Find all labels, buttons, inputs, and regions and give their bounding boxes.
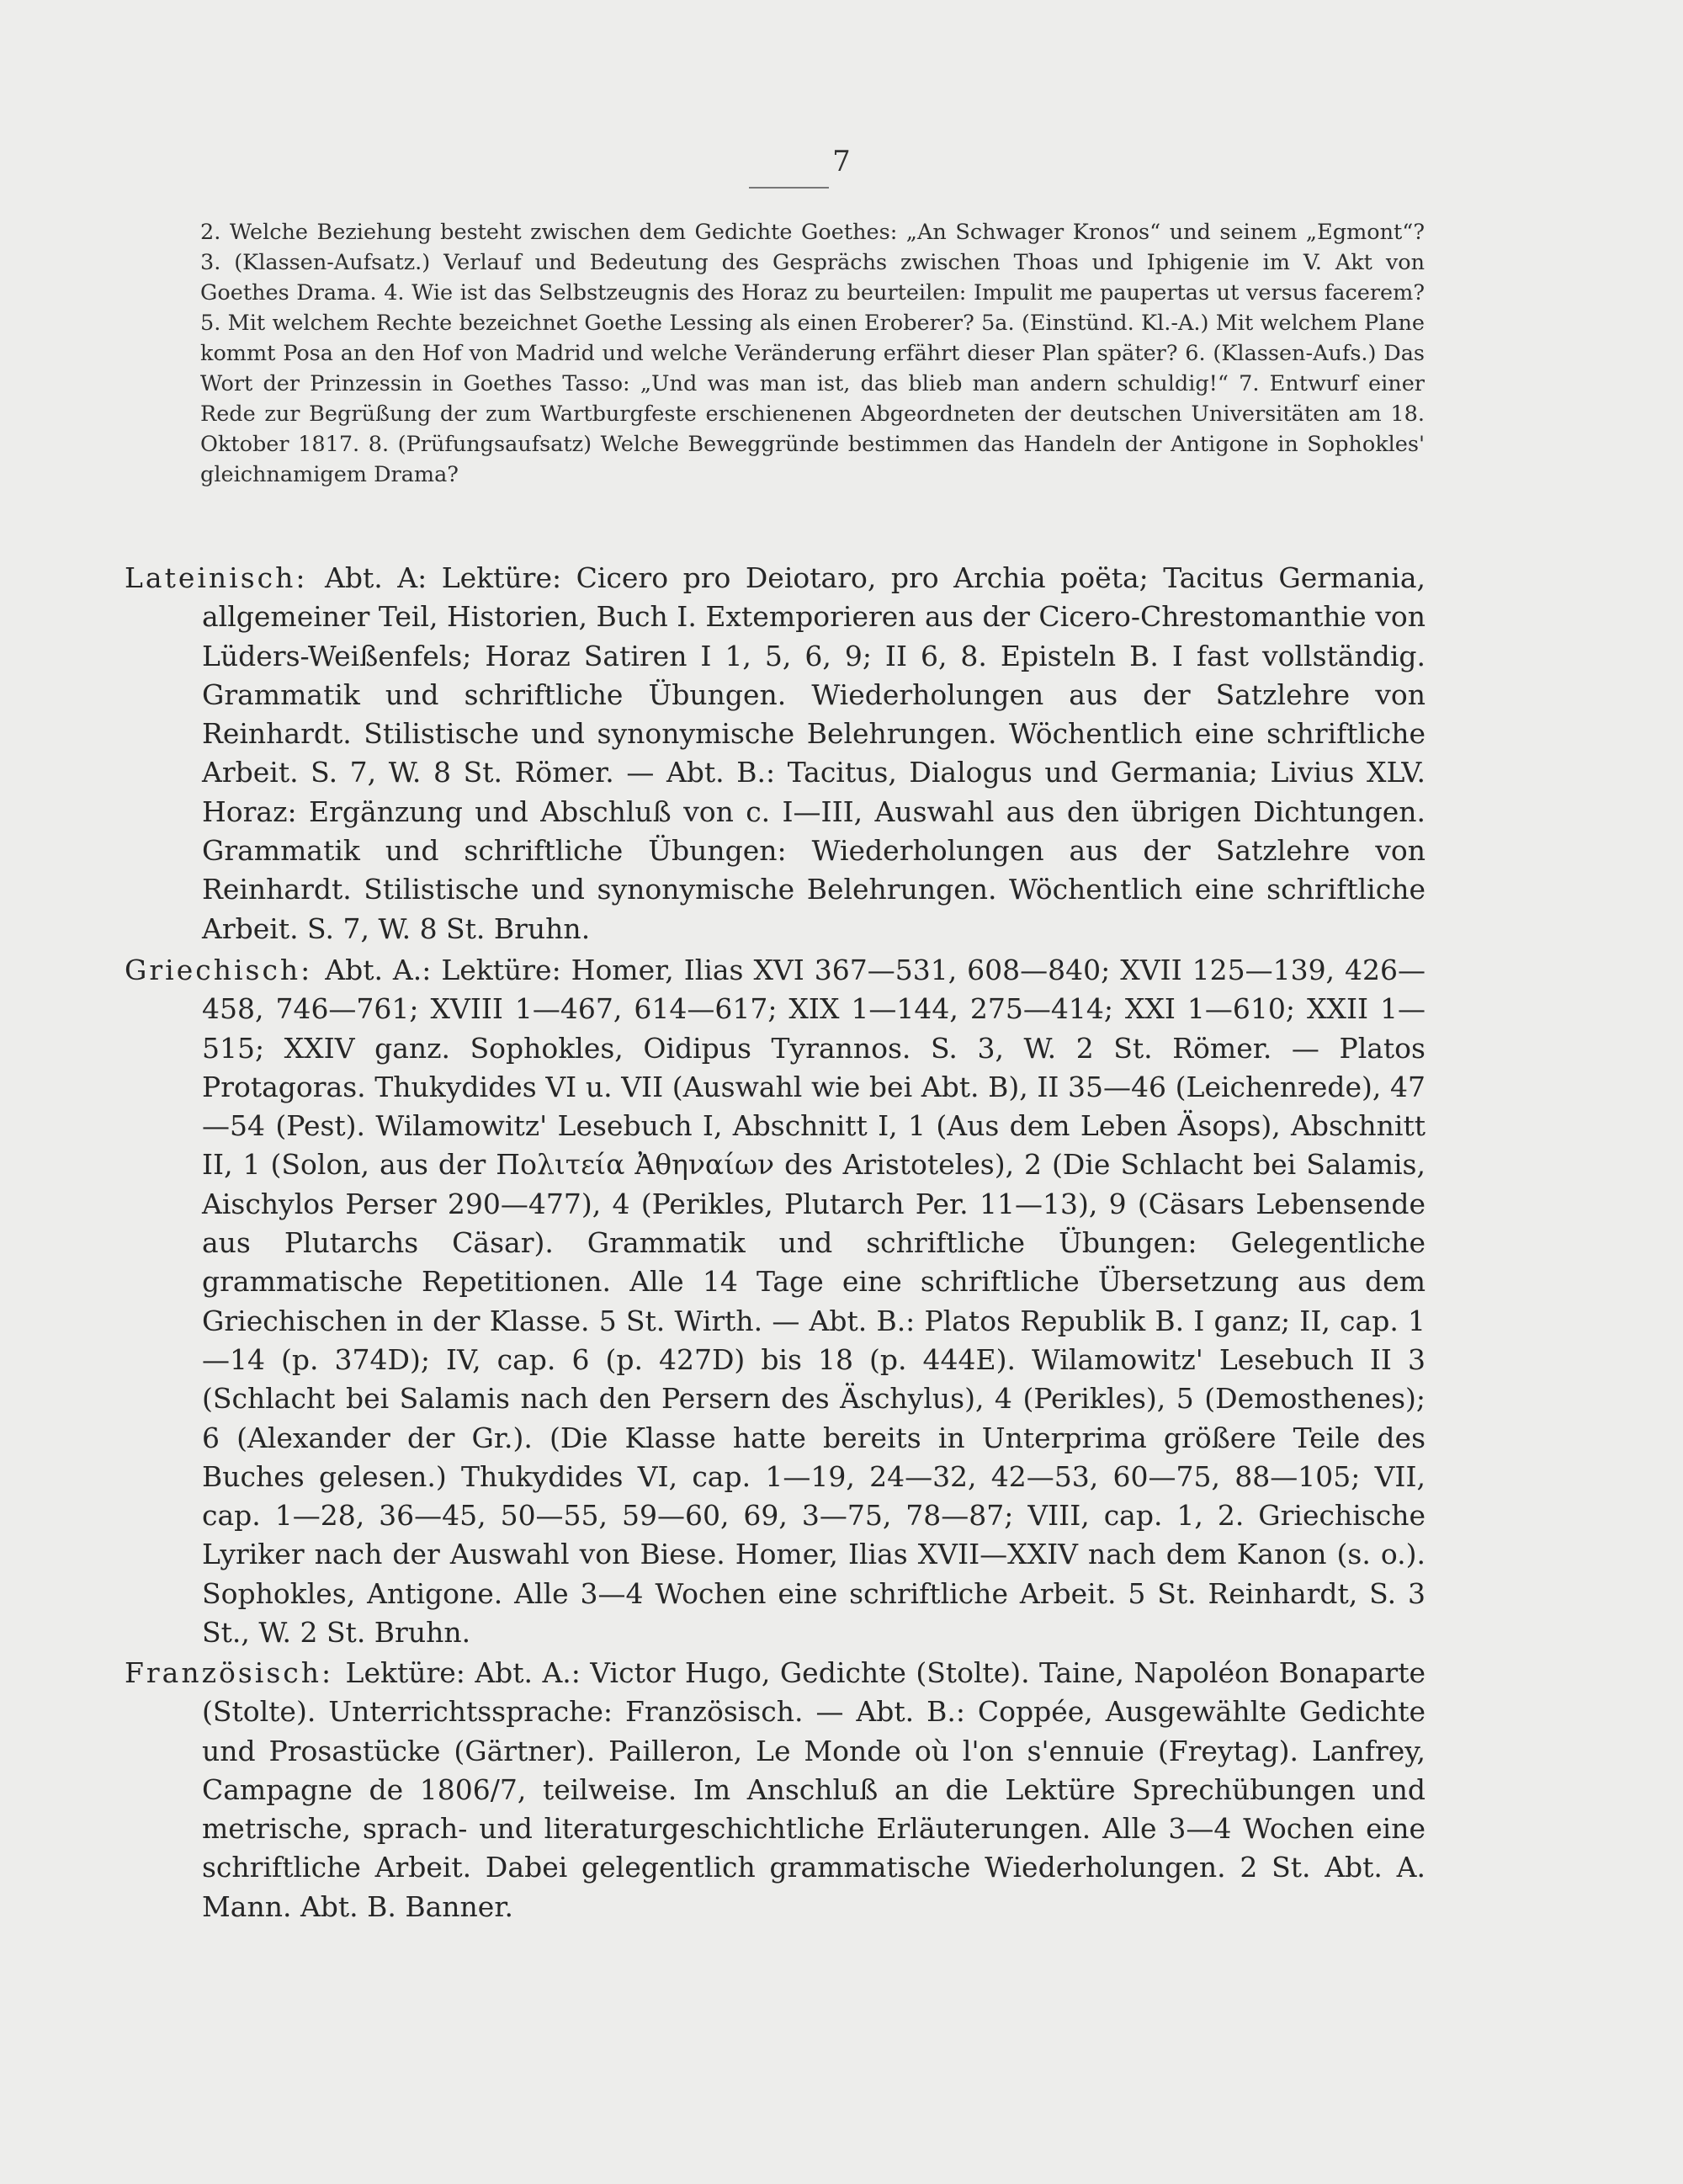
section-text-griechisch: Abt. A.: Lektüre: Homer, Ilias XVI 367—531, 608—840; XVII 125—139, 426—458, 746—761; XVIII 1—467, 614—617; XIX 1—144, 275—414; XXI 1—610; XXII 1—515; XXIV ganz. Sophokles, Oidipus Tyrannos. S. 3, W. 2 St. Römer. — Platos Protagoras. Thukydides VI u. VII (Auswahl wie bei Abt. B), II 35—46 (Leichenrede), 47—54 (Pest). Wilamowitz' Lesebuch I, Abschnitt I, 1 (Aus dem Leben Äsops), Abschnitt II, 1 (Solon, aus der Πολιτεία Ἀθηναίων des Aristoteles), 2 (Die Schlacht bei Salamis, Aischylos Perser 290—477), 4 (Perikles, Plutarch Per. 11—13), 9 (Cäsars Lebensende aus Plutarchs Cäsar). Grammatik und schriftliche Übungen: Gelegentliche grammatische Repetitionen. Alle 14 Tage eine schriftliche Übersetzung aus dem Griechischen in der Klasse. 5 St. Wirth. — Abt. B.: Platos Republik B. I ganz; II, cap. 1—14 (p. 374D); IV, cap. 6 (p. 427D) bis 18 (p. 444E). Wilamowitz' Lesebuch II 3 (Schlacht bei Salamis nach den Persern des Äschylus), 4 (Perikles), 5 (Demosthenes); 6 (Alexander der Gr.). (Die Klasse hatte bereits in Unterprima größere Teile des Buches gelesen.) Thukydides VI, cap. 1—19, 24—32, 42—53, 60—75, 88—105; VII, cap. 1—28, 36—45, 50—55, 59—60, 69, 3—75, 78—87; VIII, cap. 1, 2. Griechische Lyriker nach der Auswahl von Biese. Homer, Ilias XVII—XXIV nach dem Kanon (s. o.). Sophokles, Antigone. Alle 3—4 Wochen eine schriftliche Arbeit. 5 St. Reinhardt, S. 3 St., W. 2 St. Bruhn. <box>202 954 1426 1650</box>
section-griechisch <box>125 951 1426 1652</box>
section-heading-franzoesisch: Französisch: <box>125 1656 346 1689</box>
section-heading-griechisch: Griechisch: <box>125 954 326 986</box>
page-number-rule <box>749 187 829 189</box>
essay-topics-paragraph: 2. Welche Beziehung besteht zwischen dem Gedichte Goethes: „An Schwager Kronos“ und seinem „Egmont“? 3. (Klassen-Aufsatz.) Verlauf und Bedeutung des Gesprächs zwischen Thoas und Iphigenie im V. Akt von Goethes Drama. 4. Wie ist das Selbstzeugnis des Horaz zu beurteilen: Impulit me paupertas ut versus facerem? 5. Mit welchem Rechte bezeichnet Goethe Lessing als einen Eroberer? 5a. (Einstünd. Kl.-A.) Mit welchem Plane kommt Posa an den Hof von Madrid und welche Veränderung erfährt dieser Plan später? 6. (Klassen-Aufs.) Das Wort der Prinzessin in Goethes Tasso: „Und was man ist, das blieb man andern schuldig!“ 7. Entwurf einer Rede zur Begrüßung der zum Wartburgfeste erschienenen Abgeordneten der deutschen Universitäten am 18. Oktober 1817. 8. (Prüfungsaufsatz) Welche Beweggründe bestimmen das Handeln der Antigone in Sophokles' gleichnamigem Drama? <box>200 220 1425 487</box>
section-text-lateinisch: Abt. A: Lektüre: Cicero pro Deiotaro, pro Archia poëta; Tacitus Germania, allgemeiner Teil, Historien, Buch I. Extemporieren aus der Cicero-Chrestomanthie von Lüders-Weißenfels; Horaz Satiren I 1, 5, 6, 9; II 6, 8. Episteln B. I fast vollständig. Grammatik und schriftliche Übungen. Wiederholungen aus der Satzlehre von Reinhardt. Stilistische und synonymische Belehrungen. Wöchentlich eine schriftliche Arbeit. S. 7, W. 8 St. Römer. — Abt. B.: Tacitus, Dialogus und Germania; Livius XLV. Horaz: Ergänzung und Abschluß von c. I—III, Auswahl aus den übrigen Dichtungen. Grammatik und schriftliche Übungen: Wiederholungen aus der Satzlehre von Reinhardt. Stilistische und synonymische Belehrungen. Wöchentlich eine schriftliche Arbeit. S. 7, W. 8 St. Bruhn. <box>202 561 1426 945</box>
section-text-franzoesisch: Lektüre: Abt. A.: Victor Hugo, Gedichte (Stolte). Taine, Napoléon Bonaparte (Stolte). Unterrichtssprache: Französisch. — Abt. B.: Coppée, Ausgewählte Gedichte und Prosastücke (Gärtner). Pailleron, Le Monde où l'on s'ennuie (Freytag). Lanfrey, Campagne de 1806/7, teilweise. Im Anschluß an die Lektüre Sprechübungen und metrische, sprach- und literaturgeschichtliche Erläuterungen. Alle 3—4 Wochen eine schriftliche Arbeit. Dabei gelegentlich grammatische Wiederholungen. 2 St. Abt. A. Mann. Abt. B. Banner. <box>202 1656 1426 1923</box>
section-franzoesisch <box>125 1654 1426 1926</box>
section-lateinisch <box>125 559 1426 949</box>
section-heading-lateinisch: Lateinisch: <box>125 561 326 594</box>
page-number: 7 <box>832 145 851 178</box>
